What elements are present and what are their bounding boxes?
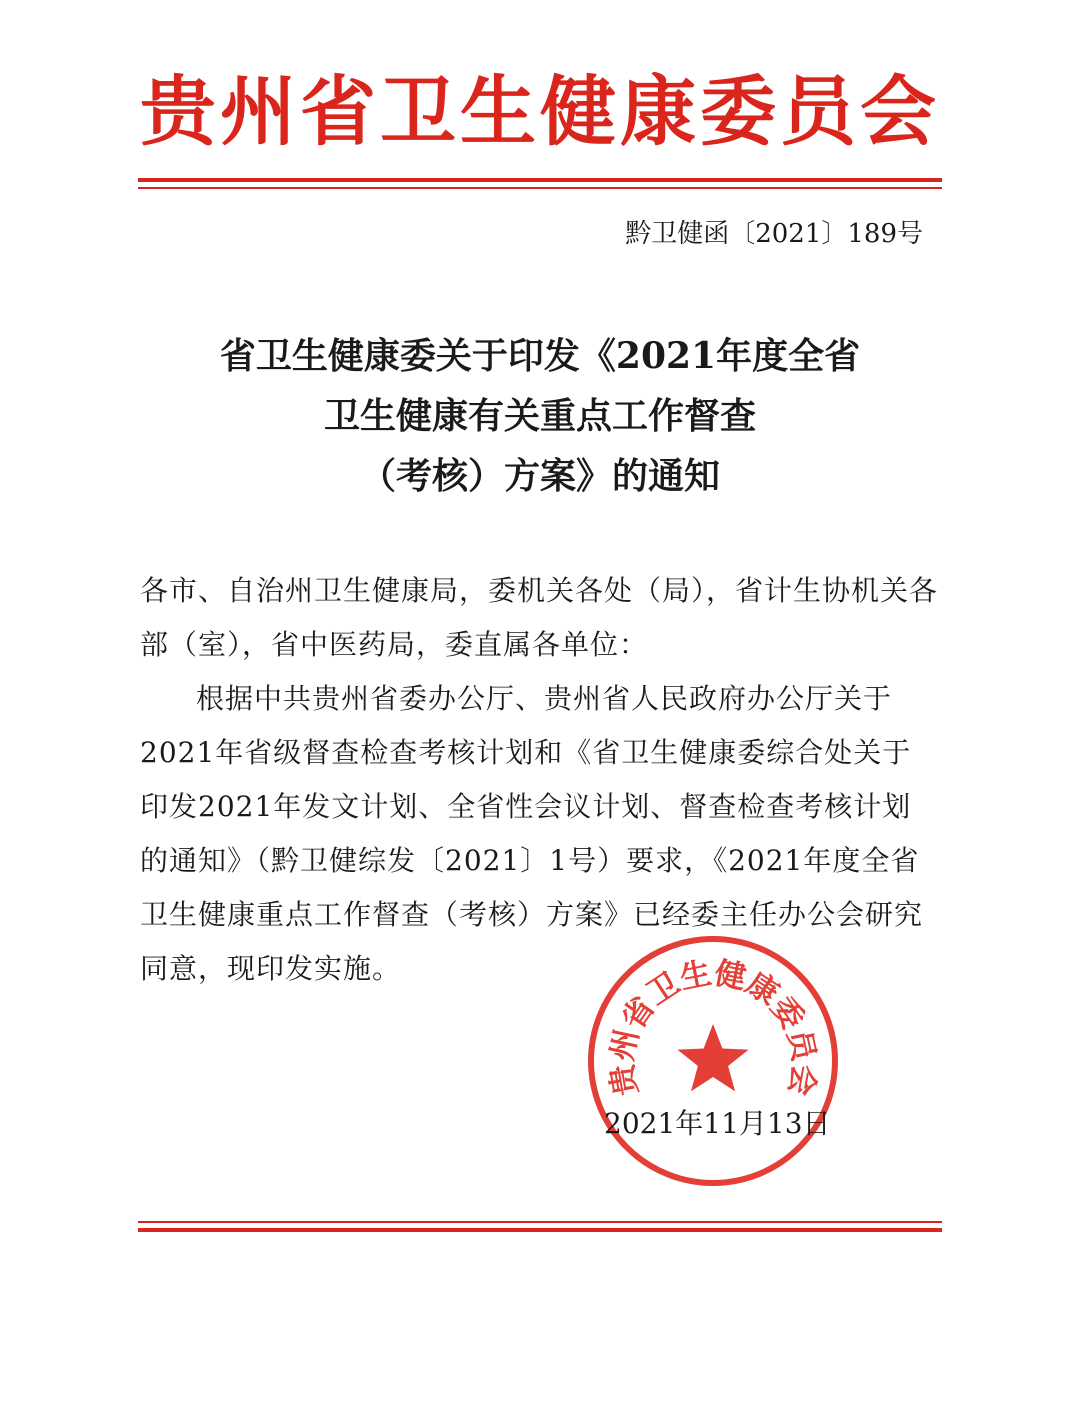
- footer-divider-thick: [138, 1228, 942, 1232]
- document-number: 黔卫健函〔2021〕189号: [625, 219, 923, 249]
- signature-date: 2021年11月13日: [604, 1107, 831, 1140]
- footer-divider-thin: [138, 1221, 942, 1223]
- header-divider-thick: [138, 178, 942, 182]
- body-paragraph: 根据中共贵州省委办公厅、贵州省人民政府办公厅关于2021年省级督查检查考核计划和《省卫生健康委综合处关于印发2021年发文计划、全省性会议计划、督查检查考核计划的通知》（黔卫健综发〔2021〕1号）要求，《2021年度全省卫生健康重点工作督查（考核）方案》已经委主任办公会研究同意，现印发实施。: [140, 682, 924, 985]
- seal-text-path: 贵州省卫生健康委员会: [603, 955, 823, 1099]
- seal-star-icon: [677, 1024, 748, 1091]
- title-line-3: （考核）方案》的通知: [359, 455, 720, 497]
- addressee: 各市、自治州卫生健康局，委机关各处（局），省计生协机关各部（室），省中医药局，委直属各单位：: [140, 574, 939, 661]
- issuing-authority-masthead: 贵州省卫生健康委员会: [140, 67, 940, 156]
- header-divider-thin: [138, 187, 942, 189]
- official-seal: [584, 932, 842, 1190]
- title-line-1: 省卫生健康委关于印发《2021年度全省: [219, 335, 861, 377]
- title-line-2: 卫生健康有关重点工作督查: [323, 395, 756, 437]
- document-title: [140, 326, 940, 506]
